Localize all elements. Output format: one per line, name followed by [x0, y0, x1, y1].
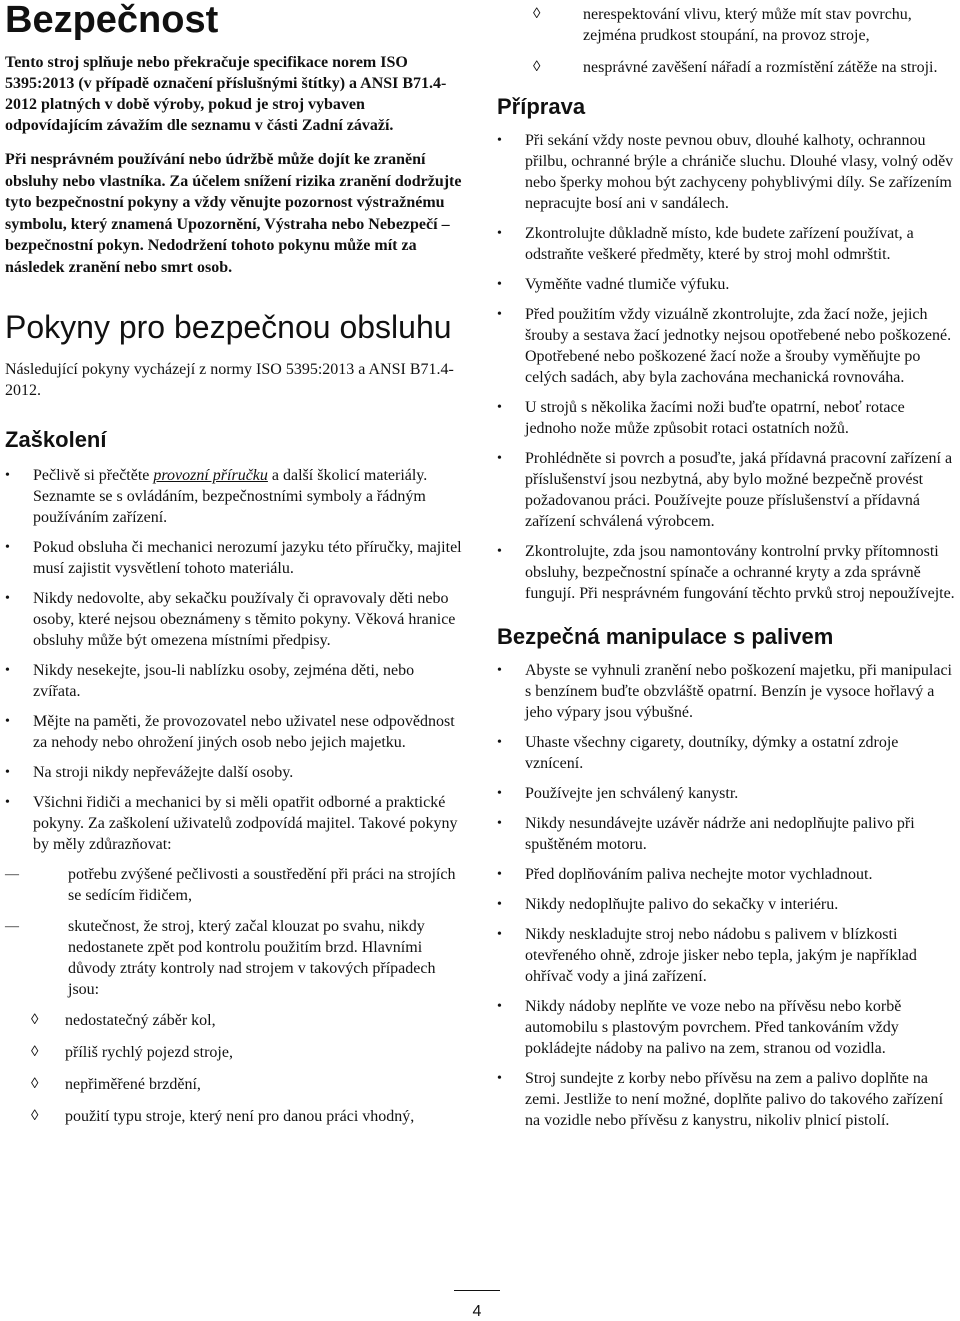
list-item: — potřebu zvýšené pečlivosti a soustředění při práci na strojích se sedícím řidičem,	[5, 864, 463, 906]
list-item: • Mějte na paměti, že provozovatel nebo uživatel nese odpovědnost za nehody nebo ohrožení jiných osob nebo jejich majetku.	[5, 711, 463, 753]
intro-paragraph: Tento stroj splňuje nebo překračuje specifikace norem ISO 5395:2013 (v případě označení příslušnými štítky) a ANSI B71.4-2012 platných v době výroby, pokud je stroj vybaven odpovídajícím závažím dle seznamu v části Zadní závaží.	[5, 54, 447, 134]
preparation-list	[497, 130, 957, 604]
training-list	[5, 465, 463, 855]
warning-lead: Při nesprávném používání nebo údržbě může dojít ke zranění obsluhy nebo vlastníka.	[5, 151, 426, 190]
list-item: • Prohlédněte si povrch a posuďte, jaká přídavná pracovní zařízení a příslušenství jsou nezbytná, aby bylo možné bezpečně provést požadovanou práci. Používejte pouze příslušenství a přídavná zařízení schválená výrobcem.	[497, 448, 957, 532]
list-item: ◊ nerespektování vlivu, který může mít stav povrchu, zejména prudkost stoupání, na provoz stroje,	[495, 4, 957, 46]
right-column	[497, 4, 957, 1140]
standards-note: Následující pokyny vycházejí z normy ISO 5395:2013 a ANSI B71.4-2012.	[5, 361, 454, 399]
page-number: 4	[454, 1290, 500, 1321]
list-item: • Nikdy nádoby neplňte ve voze nebo na přívěsu nebo korbě automobilu s plastovým povrchem. Před tankováním vždy pokládejte nádoby na palivo na zem, stranou od vozidla.	[497, 996, 957, 1059]
list-item: • Při sekání vždy noste pevnou obuv, dlouhé kalhoty, ochrannou přilbu, ochranné brýle a chrániče sluchu. Dlouhé vlasy, volný oděv nebo šperky mohou být zachyceny pohyblivými díly. Se zařízením nepracujte bosí ani v sandálech.	[497, 130, 957, 214]
section-heading-safe-operation: Pokyny pro bezpečnou obsluhu	[5, 309, 452, 345]
list-item: • U strojů s několika žacími noži buďte opatrní, neboť rotace jednoho nože může způsobit rotaci ostatních nožů.	[497, 397, 957, 439]
left-column	[5, 0, 463, 1138]
list-item: • Nikdy nedovolte, aby sekačku používaly či opravovaly děti nebo osoby, které nejsou obeznámeny s těmito pokyny. Věková hranice obsluhy může být omezena místními předpisy.	[5, 588, 463, 651]
list-item: • Všichni řidiči a mechanici by si měli opatřit odborné a praktické pokyny. Za zaškolení uživatelů zodpovídá majitel. Takové pokyny by měly zdůrazňovat:	[5, 792, 463, 855]
list-item: • Zkontrolujte, zda jsou namontovány kontrolní prvky přítomnosti obsluhy, bezpečnostní spínače a ochranné kryty a zda správně fungují. Při nesprávném fungování těchto prvků stroj nepoužívejte.	[497, 541, 957, 604]
list-item: • Pokud obsluha či mechanici nerozumí jazyku této příručky, majitel musí zajistit vysvětlení tohoto materiálu.	[5, 537, 463, 579]
list-item: • Před použitím vždy vizuálně zkontrolujte, zda žací nože, jejich šrouby a sestava žací jednotky nejsou opotřebené nebo poškozené. Opotřebené nebo poškozené žací nože a šrouby vyměňujte po celých sadách, aby byla zachována mechanická rovnováha.	[497, 304, 957, 388]
page-title: Bezpečnost	[5, 0, 219, 41]
list-item: • Zkontrolujte důkladně místo, kde budete zařízení používat, a odstraňte veškeré předměty, které by stroj mohl odmrštit.	[497, 223, 957, 265]
list-item: ◊ příliš rychlý pojezd stroje,	[5, 1042, 463, 1063]
emphasis-list	[5, 864, 463, 1000]
list-item: • Stroj sundejte z korby nebo přívěsu na zem a palivo doplňte na zemi. Jestliže to není možné, doplňte palivo do takového zařízení na vozidle nebo přívěsu z kanystru, nikoliv plnicí pistolí.	[497, 1068, 957, 1131]
warning-body: Za účelem snížení rizika zranění dodržujte tyto bezpečnostní pokyny a vždy věnujte pozornost výstražnému symbolu, který znamená Upozornění, Výstraha nebo Nebezpečí – bezpečnostní pokyn. Nedodržení tohoto pokynu může mít za následek zranění nebo smrt osob.	[5, 172, 462, 276]
loss-of-control-list-continued	[495, 4, 957, 78]
loss-of-control-list	[5, 1010, 463, 1127]
warning-paragraph	[5, 149, 463, 278]
list-item: ◊ nesprávné zavěšení nářadí a rozmístění zátěže na stroji.	[495, 57, 957, 78]
list-item: • Nikdy nesekejte, jsou-li nablízku osoby, zejména děti, nebo zvířata.	[5, 660, 463, 702]
list-item: • Používejte jen schválený kanystr.	[497, 783, 957, 804]
list-item: — skutečnost, že stroj, který začal klouzat po svahu, nikdy nedostanete zpět pod kontrolu použitím brzd. Hlavními důvody ztráty kontroly nad strojem v takových případech jsou:	[5, 916, 463, 1000]
fuel-handling-list	[497, 660, 957, 1131]
list-item: • Abyste se vyhnuli zranění nebo poškození majetku, při manipulaci s benzínem buďte obzvláště opatrní. Benzín je vysoce hořlavý a jeho výpary jsou výbušné.	[497, 660, 957, 723]
list-item: ◊ použití typu stroje, který není pro danou práci vhodný,	[5, 1106, 463, 1127]
list-item: • Na stroji nikdy nepřevážejte další osoby.	[5, 762, 463, 783]
list-item: • Vyměňte vadné tlumiče výfuku.	[497, 274, 957, 295]
list-item: • Pečlivě si přečtěte provozní příručku a další školicí materiály. Seznamte se s ovládáním, bezpečnostními symboly a řádným používáním zařízení.	[5, 465, 463, 528]
list-item: • Uhaste všechny cigarety, doutníky, dýmky a ostatní zdroje vznícení.	[497, 732, 957, 774]
list-item: ◊ nepřiměřené brzdění,	[5, 1074, 463, 1095]
list-item: ◊ nedostatečný záběr kol,	[5, 1010, 463, 1031]
subheading-preparation: Příprava	[497, 94, 586, 119]
list-item: • Nikdy neskladujte stroj nebo nádobu s palivem v blízkosti otevřeného ohně, zdroje jisker nebo tepla, jakým je například ohřívač vody a jiná zařízení.	[497, 924, 957, 987]
subheading-fuel-handling: Bezpečná manipulace s palivem	[497, 624, 834, 649]
list-item: • Nikdy nesundávejte uzávěr nádrže ani nedoplňujte palivo při spuštěném motoru.	[497, 813, 957, 855]
manual-reference: provozní příručku	[153, 467, 268, 484]
list-item: • Nikdy nedoplňujte palivo do sekačky v interiéru.	[497, 894, 957, 915]
list-item: • Před doplňováním paliva nechejte motor vychladnout.	[497, 864, 957, 885]
subheading-training: Zaškolení	[5, 427, 107, 452]
